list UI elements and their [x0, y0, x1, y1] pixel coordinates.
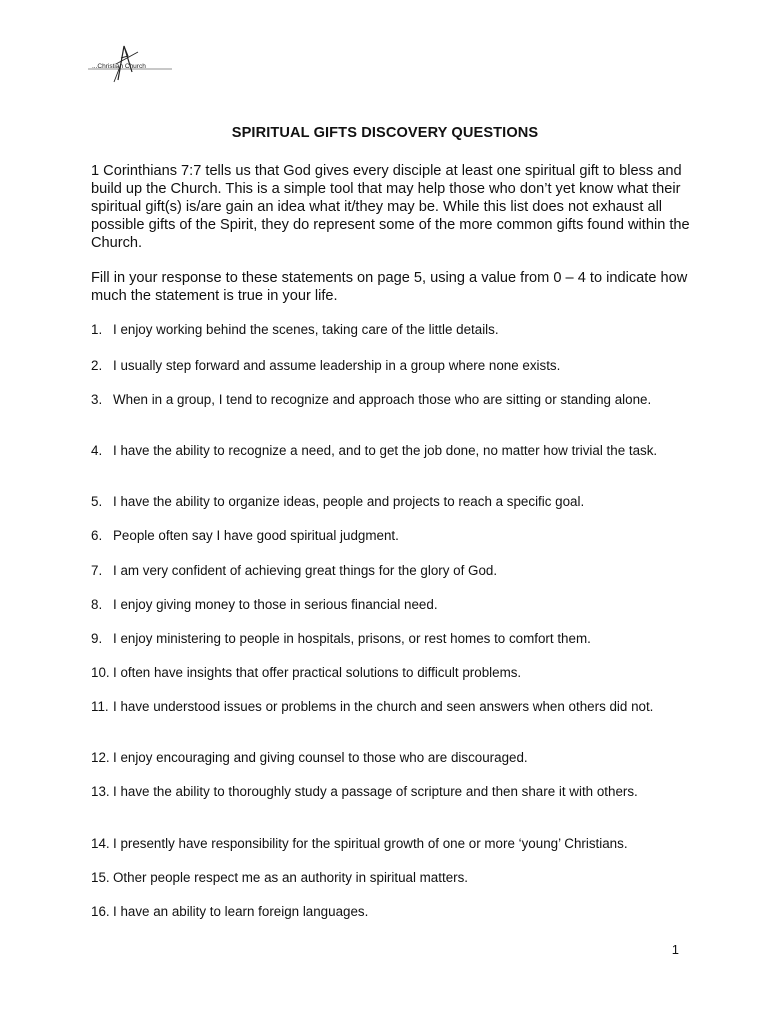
question-number: 6.: [91, 528, 103, 543]
question-item: [91, 783, 691, 800]
question-text: I enjoy encouraging and giving counsel to those who are discouraged.: [113, 750, 528, 765]
question-text: I presently have responsibility for the spiritual growth of one or more ‘young’ Christians.: [113, 836, 628, 851]
question-item: [91, 357, 691, 374]
question-text: I have the ability to organize ideas, people and projects to reach a specific goal.: [113, 494, 585, 509]
question-item: [91, 903, 691, 920]
question-number: 5.: [91, 494, 103, 509]
page-number: 1: [671, 942, 679, 957]
question-number: 2.: [91, 358, 103, 373]
question-number: 13.: [91, 784, 110, 799]
question-item: [91, 562, 691, 579]
logo-text: ...Christian Church: [92, 63, 146, 70]
question-item: [91, 321, 691, 338]
question-text: I have the ability to recognize a need, and to get the job done, no matter how trivial the task.: [113, 443, 658, 458]
question-item: [91, 596, 691, 613]
question-number: 1.: [91, 322, 103, 337]
question-item: [91, 630, 691, 647]
church-logo: [88, 42, 172, 84]
question-number: 14.: [91, 836, 110, 851]
question-number: 12.: [91, 750, 110, 765]
question-number: 8.: [91, 597, 103, 612]
question-number: 10.: [91, 665, 110, 680]
question-text: Other people respect me as an authority in spiritual matters.: [113, 870, 469, 885]
question-item: [91, 698, 691, 715]
question-text: I have understood issues or problems in the church and seen answers when others did not.: [113, 699, 654, 714]
question-text: I enjoy giving money to those in serious financial need.: [113, 597, 438, 612]
question-number: 3.: [91, 392, 103, 407]
question-text: I have the ability to thoroughly study a passage of scripture and then share it with others.: [113, 784, 638, 799]
question-item: [91, 527, 691, 544]
question-text: People often say I have good spiritual judgment.: [113, 528, 399, 543]
question-number: 9.: [91, 631, 103, 646]
question-item: [91, 749, 691, 766]
question-text: I enjoy working behind the scenes, taking care of the little details.: [113, 322, 499, 337]
question-number: 7.: [91, 563, 103, 578]
question-item: [91, 835, 691, 852]
instructions-paragraph: Fill in your response to these statements on page 5, using a value from 0 – 4 to indicate how much the statement is true in your life.: [91, 270, 688, 304]
question-number: 16.: [91, 904, 110, 919]
question-item: [91, 869, 691, 886]
question-item: [91, 493, 691, 510]
question-text: I am very confident of achieving great things for the glory of God.: [113, 563, 498, 578]
document-title: SPIRITUAL GIFTS DISCOVERY QUESTIONS: [231, 125, 539, 141]
question-text: I have an ability to learn foreign languages.: [113, 904, 369, 919]
church-logo-icon: [88, 42, 172, 84]
question-item: [91, 391, 691, 408]
question-text: I usually step forward and assume leadership in a group where none exists.: [113, 358, 561, 373]
question-number: 4.: [91, 443, 103, 458]
question-text: When in a group, I tend to recognize and approach those who are sitting or standing alone.: [113, 392, 652, 407]
question-text: I often have insights that offer practical solutions to difficult problems.: [113, 665, 522, 680]
question-text: I enjoy ministering to people in hospitals, prisons, or rest homes to comfort them.: [113, 631, 591, 646]
question-number: 15.: [91, 870, 110, 885]
question-item: [91, 664, 691, 681]
intro-paragraph: 1 Corinthians 7:7 tells us that God gives every disciple at least one spiritual gift to bless and build up the Church. This is a simple tool that may help those who don’t yet know what their spiritual gift(s) is/are gain an idea what it/they may be. While this list does not exhaust all possible gifts of the Spirit, they do represent some of the more common gifts found within the Church.: [91, 163, 690, 251]
question-item: [91, 442, 691, 459]
question-number: 11.: [91, 699, 109, 714]
